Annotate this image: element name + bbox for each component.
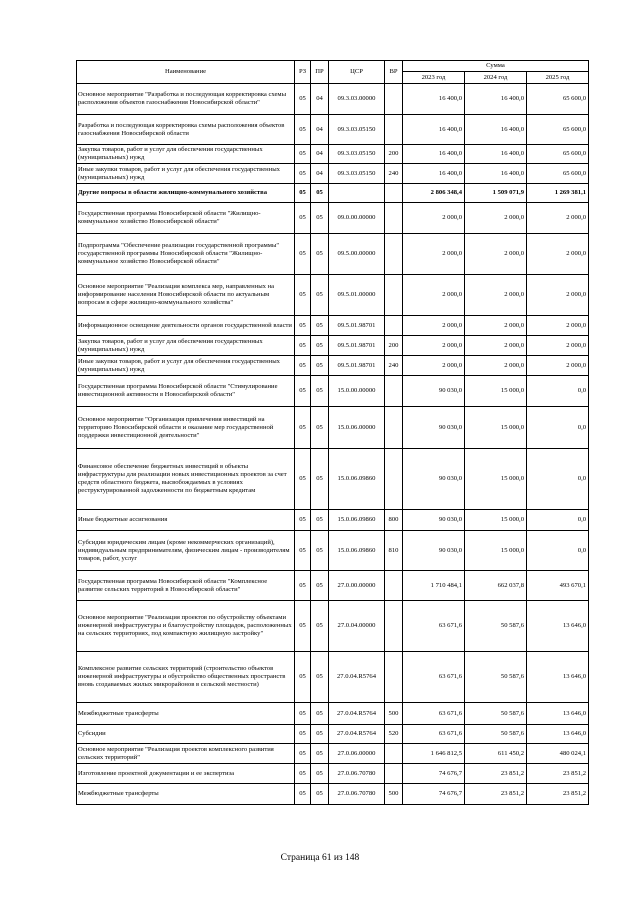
cell-vr: [385, 376, 403, 407]
cell-y2024: 16 400,0: [465, 84, 527, 115]
cell-y2024: 15 000,0: [465, 376, 527, 407]
cell-pr: 05: [311, 764, 329, 784]
cell-pr: 05: [311, 703, 329, 725]
cell-y2023: 63 671,6: [403, 601, 465, 652]
cell-vr: [385, 184, 403, 203]
cell-name: Иные закупки товаров, работ и услуг для обеспечения государственных (муниципальных) нужд: [77, 356, 295, 376]
cell-y2025: 493 670,1: [527, 571, 589, 601]
cell-name: Закупка товаров, работ и услуг для обеспечения государственных (муниципальных) нужд: [77, 145, 295, 164]
cell-y2024: 15 000,0: [465, 510, 527, 531]
cell-y2025: 0,0: [527, 376, 589, 407]
cell-vr: [385, 275, 403, 316]
cell-y2025: 23 851,2: [527, 784, 589, 805]
cell-vr: 500: [385, 784, 403, 805]
cell-y2025: 2 000,0: [527, 203, 589, 234]
table-body: [77, 84, 589, 805]
cell-rz: 05: [295, 449, 311, 510]
cell-rz: 05: [295, 510, 311, 531]
cell-rz: 05: [295, 407, 311, 449]
cell-y2024: 16 400,0: [465, 164, 527, 184]
cell-vr: [385, 571, 403, 601]
cell-pr: 05: [311, 316, 329, 336]
cell-pr: 05: [311, 601, 329, 652]
cell-pr: 05: [311, 356, 329, 376]
cell-pr: 05: [311, 571, 329, 601]
cell-y2025: 1 269 381,1: [527, 184, 589, 203]
cell-rz: 05: [295, 744, 311, 764]
cell-y2025: 2 000,0: [527, 336, 589, 356]
cell-csr: 09.3.03.00000: [329, 84, 385, 115]
cell-y2024: 2 000,0: [465, 234, 527, 275]
header-sum: Сумма: [403, 61, 589, 72]
table-row: [77, 601, 589, 652]
table-row: [77, 703, 589, 725]
cell-y2024: 2 000,0: [465, 275, 527, 316]
cell-name: Межбюджетные трансферты: [77, 784, 295, 805]
cell-y2024: 23 851,2: [465, 784, 527, 805]
cell-name: Основное мероприятие "Реализация проектов комплексного развития сельских территорий": [77, 744, 295, 764]
cell-name: Разработка и последующая корректировка схемы расположения объектов газоснабжения Новосибирской области: [77, 115, 295, 145]
cell-y2023: 2 000,0: [403, 356, 465, 376]
cell-name: Подпрограмма "Обеспечение реализации государственной программы" государственной программы Новосибирской области "Жилищно-коммунальное хозяйство Новосибирской области": [77, 234, 295, 275]
header-2025: 2025 год: [527, 72, 589, 84]
cell-y2024: 50 587,6: [465, 703, 527, 725]
cell-y2025: 23 851,2: [527, 764, 589, 784]
cell-y2023: 1 646 812,5: [403, 744, 465, 764]
cell-csr: 09.5.01.98701: [329, 336, 385, 356]
cell-csr: 27.0.00.00000: [329, 571, 385, 601]
cell-vr: [385, 203, 403, 234]
cell-name: Основное мероприятие "Реализация комплекса мер, направленных на информирование населения Новосибирской области по актуальным вопросам в сфере жилищно-коммунального хозяйства": [77, 275, 295, 316]
cell-vr: [385, 764, 403, 784]
cell-y2024: 611 450,2: [465, 744, 527, 764]
cell-y2024: 16 400,0: [465, 145, 527, 164]
cell-y2024: 2 000,0: [465, 336, 527, 356]
cell-vr: [385, 407, 403, 449]
cell-vr: [385, 449, 403, 510]
cell-y2024: 2 000,0: [465, 316, 527, 336]
cell-csr: 15.0.06.09860: [329, 531, 385, 571]
cell-pr: 04: [311, 84, 329, 115]
table-row: [77, 184, 589, 203]
cell-pr: 05: [311, 744, 329, 764]
cell-csr: 27.0.04.00000: [329, 601, 385, 652]
table-row: [77, 115, 589, 145]
table-row: [77, 376, 589, 407]
cell-vr: [385, 84, 403, 115]
cell-y2023: 16 400,0: [403, 164, 465, 184]
cell-y2023: 74 676,7: [403, 784, 465, 805]
cell-vr: 240: [385, 356, 403, 376]
header-csr: ЦСР: [329, 61, 385, 84]
cell-rz: 05: [295, 725, 311, 744]
cell-pr: 04: [311, 145, 329, 164]
table-row: [77, 203, 589, 234]
cell-name: Комплексное развитие сельских территорий (строительство объектов инженерной инфраструктуры и обустройство общественных пространств вновь создаваемых жилых микрорайонов в сельской местности): [77, 652, 295, 703]
table-row: [77, 764, 589, 784]
cell-rz: 05: [295, 356, 311, 376]
cell-pr: 05: [311, 510, 329, 531]
cell-name: Субсидии юридическим лицам (кроме некоммерческих организаций), индивидуальным предпринимателям, физическим лицам - производителям товаров, работ, услуг: [77, 531, 295, 571]
cell-name: Субсидии: [77, 725, 295, 744]
cell-vr: [385, 234, 403, 275]
cell-y2023: 2 000,0: [403, 336, 465, 356]
cell-y2024: 50 587,6: [465, 601, 527, 652]
table-row: [77, 449, 589, 510]
cell-y2024: 50 587,6: [465, 725, 527, 744]
table-row: [77, 356, 589, 376]
cell-name: Закупка товаров, работ и услуг для обеспечения государственных (муниципальных) нужд: [77, 336, 295, 356]
cell-y2023: 90 030,0: [403, 407, 465, 449]
cell-rz: 05: [295, 84, 311, 115]
cell-pr: 05: [311, 234, 329, 275]
cell-csr: 15.0.06.09860: [329, 449, 385, 510]
cell-csr: 27.0.04.R5764: [329, 652, 385, 703]
table-row: [77, 275, 589, 316]
cell-pr: 05: [311, 203, 329, 234]
cell-pr: 05: [311, 376, 329, 407]
table-row: [77, 531, 589, 571]
cell-y2023: 63 671,6: [403, 725, 465, 744]
table-row: [77, 725, 589, 744]
cell-y2023: 2 000,0: [403, 234, 465, 275]
cell-pr: 05: [311, 407, 329, 449]
cell-csr: 27.0.06.00000: [329, 744, 385, 764]
cell-y2023: 90 030,0: [403, 510, 465, 531]
cell-name: Основное мероприятие "Организация привлечения инвестиций на территорию Новосибирской области и оказание мер государственной поддержки инвестиционной деятельности": [77, 407, 295, 449]
cell-y2025: 2 000,0: [527, 275, 589, 316]
cell-name: Информационное освещение деятельности органов государственной власти: [77, 316, 295, 336]
cell-vr: 240: [385, 164, 403, 184]
cell-y2023: 90 030,0: [403, 376, 465, 407]
table-row: [77, 407, 589, 449]
cell-csr: 09.3.03.05150: [329, 164, 385, 184]
header-name: Наименование: [77, 61, 295, 84]
cell-name: Изготовление проектной документации и ее экспертиза: [77, 764, 295, 784]
cell-y2023: 2 806 348,4: [403, 184, 465, 203]
table-row: [77, 164, 589, 184]
cell-y2025: 0,0: [527, 449, 589, 510]
cell-rz: 05: [295, 275, 311, 316]
table-row: [77, 336, 589, 356]
cell-y2025: 13 646,0: [527, 703, 589, 725]
cell-y2023: 74 676,7: [403, 764, 465, 784]
cell-y2025: 65 600,0: [527, 164, 589, 184]
page-footer: Страница 61 из 148: [280, 853, 360, 863]
cell-y2024: 15 000,0: [465, 449, 527, 510]
cell-name: Государственная программа Новосибирской области "Жилищно-коммунальное хозяйство Новосибирской области": [77, 203, 295, 234]
cell-y2023: 16 400,0: [403, 84, 465, 115]
cell-y2025: 2 000,0: [527, 316, 589, 336]
cell-y2025: 13 646,0: [527, 725, 589, 744]
cell-pr: 05: [311, 184, 329, 203]
cell-y2023: 90 030,0: [403, 449, 465, 510]
cell-csr: 27.0.06.70780: [329, 784, 385, 805]
cell-name: Иные бюджетные ассигнования: [77, 510, 295, 531]
table-row: [77, 510, 589, 531]
cell-csr: [329, 184, 385, 203]
header-2023: 2023 год: [403, 72, 465, 84]
cell-name: Основное мероприятие "Реализация проектов по обустройству объектами инженерной инфраструктуры и благоустройству площадок, расположенных на сельских территориях, под компактную жилищную застройку": [77, 601, 295, 652]
cell-rz: 05: [295, 601, 311, 652]
cell-rz: 05: [295, 531, 311, 571]
cell-y2025: 2 000,0: [527, 234, 589, 275]
cell-rz: 05: [295, 571, 311, 601]
cell-pr: 04: [311, 115, 329, 145]
cell-csr: 27.0.06.70780: [329, 764, 385, 784]
cell-pr: 04: [311, 164, 329, 184]
cell-y2023: 90 030,0: [403, 531, 465, 571]
cell-y2023: 1 710 484,1: [403, 571, 465, 601]
table-row: [77, 652, 589, 703]
cell-y2025: 13 646,0: [527, 652, 589, 703]
table-row: [77, 571, 589, 601]
cell-name: Межбюджетные трансферты: [77, 703, 295, 725]
header-rz: РЗ: [295, 61, 311, 84]
cell-y2024: 23 851,2: [465, 764, 527, 784]
cell-vr: 200: [385, 145, 403, 164]
cell-pr: 05: [311, 275, 329, 316]
cell-pr: 05: [311, 449, 329, 510]
cell-y2025: 13 646,0: [527, 601, 589, 652]
cell-y2024: 2 000,0: [465, 356, 527, 376]
cell-y2025: 2 000,0: [527, 356, 589, 376]
cell-csr: 09.5.00.00000: [329, 234, 385, 275]
cell-y2023: 63 671,6: [403, 652, 465, 703]
cell-y2025: 0,0: [527, 531, 589, 571]
cell-rz: 05: [295, 316, 311, 336]
cell-rz: 05: [295, 336, 311, 356]
cell-y2025: 65 600,0: [527, 84, 589, 115]
cell-name: Государственная программа Новосибирской области "Стимулирование инвестиционной активности в Новосибирской области": [77, 376, 295, 407]
cell-rz: 05: [295, 164, 311, 184]
cell-pr: 05: [311, 652, 329, 703]
cell-vr: 500: [385, 703, 403, 725]
cell-csr: 15.0.06.00000: [329, 407, 385, 449]
cell-csr: 27.0.04.R5764: [329, 703, 385, 725]
cell-csr: 09.5.01.98701: [329, 356, 385, 376]
cell-vr: 200: [385, 336, 403, 356]
cell-rz: 05: [295, 115, 311, 145]
budget-table: [76, 60, 589, 805]
cell-pr: 05: [311, 784, 329, 805]
cell-name: Другие вопросы в области жилищно-коммунального хозяйства: [77, 184, 295, 203]
table-row: [77, 145, 589, 164]
cell-y2025: 0,0: [527, 510, 589, 531]
cell-pr: 05: [311, 336, 329, 356]
cell-rz: 05: [295, 376, 311, 407]
cell-rz: 05: [295, 764, 311, 784]
cell-y2024: 15 000,0: [465, 531, 527, 571]
cell-pr: 05: [311, 531, 329, 571]
cell-csr: 09.5.01.00000: [329, 275, 385, 316]
cell-y2025: 0,0: [527, 407, 589, 449]
cell-y2024: 16 400,0: [465, 115, 527, 145]
cell-name: Основное мероприятие "Разработка и последующая корректировка схемы расположения объектов газоснабжения Новосибирской области": [77, 84, 295, 115]
cell-y2025: 65 600,0: [527, 115, 589, 145]
cell-y2025: 480 024,1: [527, 744, 589, 764]
cell-rz: 05: [295, 145, 311, 164]
cell-csr: 15.0.06.09860: [329, 510, 385, 531]
cell-csr: 09.5.01.98701: [329, 316, 385, 336]
cell-csr: 15.0.00.00000: [329, 376, 385, 407]
cell-y2024: 15 000,0: [465, 407, 527, 449]
cell-y2023: 63 671,6: [403, 703, 465, 725]
cell-y2023: 2 000,0: [403, 316, 465, 336]
cell-rz: 05: [295, 784, 311, 805]
table-row: [77, 784, 589, 805]
header-pr: ПР: [311, 61, 329, 84]
cell-vr: 810: [385, 531, 403, 571]
cell-rz: 05: [295, 652, 311, 703]
cell-csr: 09.0.00.00000: [329, 203, 385, 234]
cell-pr: 05: [311, 725, 329, 744]
cell-vr: [385, 316, 403, 336]
cell-y2025: 65 600,0: [527, 145, 589, 164]
table-row: [77, 744, 589, 764]
table-row: [77, 316, 589, 336]
cell-y2023: 16 400,0: [403, 115, 465, 145]
cell-rz: 05: [295, 703, 311, 725]
cell-name: Государственная программа Новосибирской области "Комплексное развитие сельских территорий в Новосибирской области": [77, 571, 295, 601]
cell-y2023: 16 400,0: [403, 145, 465, 164]
cell-y2023: 2 000,0: [403, 275, 465, 316]
cell-csr: 09.3.03.05150: [329, 115, 385, 145]
cell-vr: 800: [385, 510, 403, 531]
cell-name: Иные закупки товаров, работ и услуг для обеспечения государственных (муниципальных) нужд: [77, 164, 295, 184]
table-row: [77, 84, 589, 115]
cell-y2024: 1 509 071,9: [465, 184, 527, 203]
cell-y2023: 2 000,0: [403, 203, 465, 234]
cell-vr: 520: [385, 725, 403, 744]
cell-vr: [385, 652, 403, 703]
cell-vr: [385, 744, 403, 764]
cell-name: Финансовое обеспечение бюджетных инвестиций в объекты инфраструктуры для реализации новых инвестиционных проектов за счет средств областного бюджета, высвобождаемых в условиях реструктурированной задолженности по бюджетным кредитам: [77, 449, 295, 510]
cell-rz: 05: [295, 184, 311, 203]
cell-csr: 27.0.04.R5764: [329, 725, 385, 744]
cell-rz: 05: [295, 203, 311, 234]
cell-y2024: 50 587,6: [465, 652, 527, 703]
cell-vr: [385, 601, 403, 652]
cell-vr: [385, 115, 403, 145]
cell-csr: 09.3.03.05150: [329, 145, 385, 164]
cell-rz: 05: [295, 234, 311, 275]
table-row: [77, 234, 589, 275]
cell-y2024: 662 037,8: [465, 571, 527, 601]
header-vr: ВР: [385, 61, 403, 84]
header-2024: 2024 год: [465, 72, 527, 84]
cell-y2024: 2 000,0: [465, 203, 527, 234]
